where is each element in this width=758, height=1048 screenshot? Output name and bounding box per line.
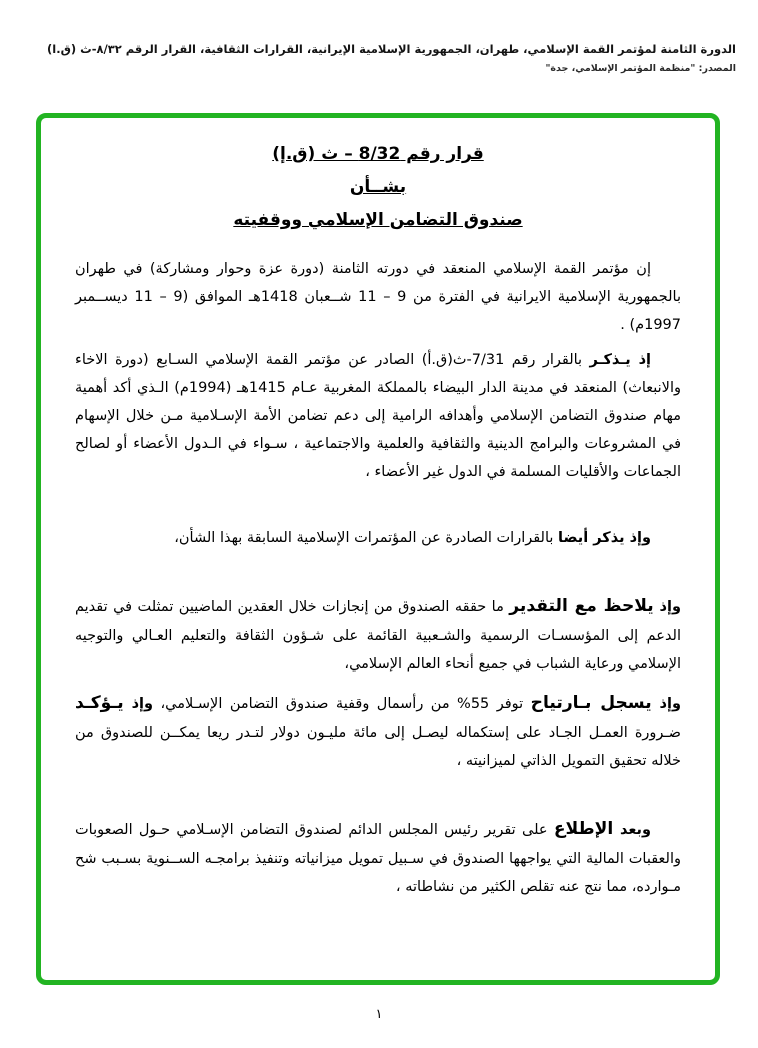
paragraph-lead: وإذ يذكر أيضا	[558, 529, 651, 546]
paragraph-lead: إذ يـذكـر	[589, 352, 651, 369]
paragraph-text: توفر 55% من رأسمال وقفية صندوق التضامن الإسـلامي،	[153, 695, 531, 712]
paragraph-lead-emphasis: الإطلاع	[553, 819, 614, 840]
resolution-body	[75, 256, 681, 902]
resolution-regarding-line: بشــأن	[349, 177, 407, 197]
paragraph-text: ضـرورة العمـل الجـاد على إستكماله ليصـل إلى مائة مليـون دولار لتـدر ريعا يمكــن للصندوق من خلاله تحقيق التمويل الذاتي لميزانيته ،	[75, 724, 681, 769]
paragraph-text: ما حققه الصندوق من إنجازات خلال العقدين الماضيين تمثلت في تقديم الدعم إلى المؤسسـات الرسمية والشـعبية القائمة على شـؤون الثقافة والتعليم العـالي والتوجيه الإسلامي ورعاية الشباب في جميع أنحاء العالم الإسلامي،	[75, 599, 681, 673]
paragraph-lead-emphasis: يلاحظ مع التقدير	[509, 596, 654, 617]
paragraph-lead-emphasis: يـؤكـد	[75, 692, 124, 713]
paragraph-lead-emphasis: يسجل بـارتياح	[530, 692, 652, 713]
paragraph-preamble	[75, 256, 681, 339]
resolution-title	[75, 144, 681, 230]
paragraph-lead: وإذ	[653, 599, 681, 616]
paragraph-recalling	[75, 347, 681, 486]
paragraph-lead: وبعد	[613, 822, 651, 839]
paragraph-registering	[75, 687, 681, 776]
resolution-number-line: قرار رقم 8/32 – ث (ق.إ)	[272, 144, 484, 164]
document-header	[22, 42, 736, 74]
resolution-subject-line: صندوق التضامن الإسلامي ووقفيته	[233, 210, 523, 230]
paragraph-noting	[75, 590, 681, 679]
paragraph-text: إن مؤتمر القمة الإسلامي المنعقد في دورته الثامنة (دورة عزة وحوار ومشاركة) في طهران بالجمهورية الإسلامية الايرانية في الفترة من 9 – 11 شــعبان 1418هـ الموافق (9 – 11 ديســمبر 1997م) .	[75, 261, 682, 333]
paragraph-recalling-also	[75, 525, 681, 553]
header-source-line: المصدر: "منظمة المؤتمر الإسلامي، جدة"	[545, 63, 736, 74]
paragraph-text: بالقرار رقم 7/31-ث(ق.أ) الصادر عن مؤتمر القمة الإسلامي السـابع (دورة الاخاء والانبعاث) المنعقد في مدينة الدار البيضاء بالمملكة المغربية عـام 1415هـ (1994م) الـذي أكد أهمية مهام صندوق التضامن الإسلامي وأهدافه الرامية إلى دعم تضامن الأمة الإسـلامية مـن خلال الإسهام في المشروعات والبرامج الدينية والثقافية والعلمية والاجتماعية ، سـواء في الـدول الأعضاء أو لصالح الجماعات والأقليات المسلمة في الدول غير الأعضاء ،	[75, 352, 681, 480]
paragraph-lead: وإذ	[651, 695, 681, 712]
header-session-line: الدورة الثامنة لمؤتمر القمة الإسلامي، طهران، الجمهورية الإسلامية الإيرانية، القرارات الثقافية، القرار الرقم ٨/٣٢-ث (ق.ا)	[47, 42, 736, 56]
paragraph-lead: وإذ	[123, 695, 154, 712]
document-frame	[36, 113, 720, 985]
paragraph-text: على تقرير رئيس المجلس الدائم لصندوق التضامن الإسـلامي حـول الصعوبات والعقبات المالية التي يواجهها الصندوق في سـبيل تمويل ميزانياته وتنفيذ برامجـه الســنوية بسـبب شح مـوارده، مما نتج عنه تقلص الكثير من نشاطاته ،	[75, 822, 681, 896]
paragraph-text: بالقرارات الصادرة عن المؤتمرات الإسلامية السابقة بهذا الشأن،	[174, 529, 559, 546]
page-number: ١	[375, 1007, 383, 1022]
paragraph-having-reviewed	[75, 813, 681, 902]
